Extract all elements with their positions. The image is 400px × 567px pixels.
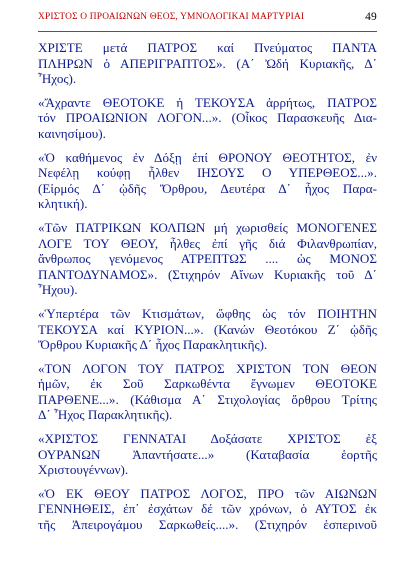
text-line: «Ὁ ΕΚ ΘΕΟΥ ΠΑΤΡΟΣ ΛΟΓΟΣ, ΠΡΟ τῶν ΑΙΩΝΩΝ — [38, 485, 377, 501]
text-line: τῆς Ἀπειρογάμου Σαρκωθείς....». (Στιχηρόν ἑσπερινοῦ — [38, 517, 377, 533]
text-line: «ΤΟΝ ΛΟΓΟΝ ΤΟΥ ΠΑΤΡΟΣ ΧΡΙΣΤΟΝ ΤΟΝ ΘΕΟΝ — [38, 360, 377, 376]
text-line: «ΧΡΙΣΤΟΣ ΓΕΝΝΑΤΑΙ Δοξάσατε ΧΡΙΣΤΟΣ ἐξ — [38, 431, 377, 447]
text-line: (Εἱρμός Δ΄ ᾠδῆς Ὄρθρου, Δευτέρα Δ΄ ἦχος Παρα- — [38, 180, 377, 196]
hymn-paragraph-5 — [38, 306, 377, 353]
hymn-paragraph-1 — [38, 40, 377, 87]
text-line: ΓΕΝΝΗΘΕΙΣ, ἐπ᾽ ἐσχάτων δέ τῶν χρόνων, ὁ ΑΥΤΟΣ ἐκ — [38, 501, 377, 517]
text-line: ΛΟΓΕ ΤΟΥ ΘΕΟΥ, ἦλθες ἐπί γῆς διά Φιλανθρωπίαν, — [38, 235, 377, 251]
hymn-paragraph-6 — [38, 361, 377, 423]
text-line: ΟΥΡΑΝΩΝ Ἀπαντήσατε...» (Καταβασία ἑορτῆς — [38, 446, 377, 462]
text-line: ΠΑΡΘΕΝΕ...». (Κάθισμα Α΄ Στιχολογίας ὄρθρου Τρίτης — [38, 391, 377, 407]
text-body — [38, 40, 377, 541]
text-line: Ἦχος). — [38, 71, 77, 87]
text-line: «Ἄχραντε ΘΕΟΤΟΚΕ ἡ ΤΕΚΟΥΣΑ ἀρρήτως, ΠΑΤΡΟΣ — [38, 94, 377, 110]
text-line: Δ΄ Ἦχος Παρακλητικῆς). — [38, 407, 173, 423]
text-line: ΤΕΚΟΥΣΑ καί ΚΥΡΙΟΝ...». (Κανών Θεοτόκου Ζ΄ ᾠδῆς — [38, 321, 377, 337]
text-line: «Ὑπερτέρα τῶν Κτισμάτων, ὤφθης ὡς τόν ΠΟΙΗΤΗΝ — [38, 305, 377, 321]
text-line: Ὄρθρου Κυριακῆς Δ΄ ἦχος Παρακλητικῆς). — [38, 337, 268, 353]
text-line: Χριστουγέννων). — [38, 462, 129, 478]
text-line: κλητική). — [38, 196, 88, 212]
text-line: ΧΡΙΣΤΕ μετά ΠΑΤΡΟΣ καί Πνεύματος ΠΑΝΤΑ — [38, 40, 377, 55]
hymn-paragraph-7 — [38, 431, 377, 478]
header-rule — [38, 31, 377, 32]
running-header — [38, 12, 377, 26]
text-line: ΠΑΝΤΟΔΥΝΑΜΟΣ». (Στιχηρόν Αἴνων Κυριακῆς τοῦ Δ΄ — [38, 266, 377, 282]
text-line: Νεφέλῃ κούφῃ ἦλθεν ΙΗΣΟΥΣ Ο ΥΠΕΡΘΕΟΣ...». — [38, 165, 377, 181]
text-line: Ἦχου). — [38, 282, 78, 298]
hymn-paragraph-8 — [38, 486, 377, 533]
text-line: ἡμῶν, ἐκ Σοῦ Σαρκωθέντα ἔγνωμεν ΘΕΟΤΟΚΕ — [38, 376, 377, 392]
hymn-paragraph-3 — [38, 150, 377, 212]
text-line: καινησίμου). — [38, 125, 106, 141]
hymn-paragraph-2 — [38, 95, 377, 142]
hymn-paragraph-4 — [38, 220, 377, 298]
text-line: τόν ΠΡΟΑΙΩΝΙΟΝ ΛΟΓΟΝ...». (Οἶκος Παρασκευῆς Δια- — [38, 110, 377, 126]
text-line: ἄνθρωπος γενόμενος ΑΤΡΕΠΤΩΣ .... ὡς ΜΟΝΟΣ — [38, 251, 377, 267]
text-line: «Τῶν ΠΑΤΡΙΚΩΝ ΚΟΛΠΩΝ μή χωρισθείς ΜΟΝΟΓΕΝΕΣ — [38, 219, 377, 235]
text-line: «Ὁ καθήμενος ἐν Δόξῃ ἐπί ΘΡΟΝΟΥ ΘΕΟΤΗΤΟΣ, ἐν — [38, 149, 377, 165]
page-number: 49 — [365, 11, 377, 23]
running-title: ΧΡΙΣΤΟΣ Ο ΠΡΟΑΙΩΝΩΝ ΘΕΟΣ, ΥΜΝΟΛΟΓΙΚΑΙ ΜΑΡΤΥΡΙΑΙ — [38, 12, 305, 22]
text-line: ΠΛΗΡΩΝ ὁ ΑΠΕΡΙΓΡΑΠΤΟΣ». (Α΄ Ὠδή Κυριακῆς, Δ΄ — [38, 55, 377, 71]
